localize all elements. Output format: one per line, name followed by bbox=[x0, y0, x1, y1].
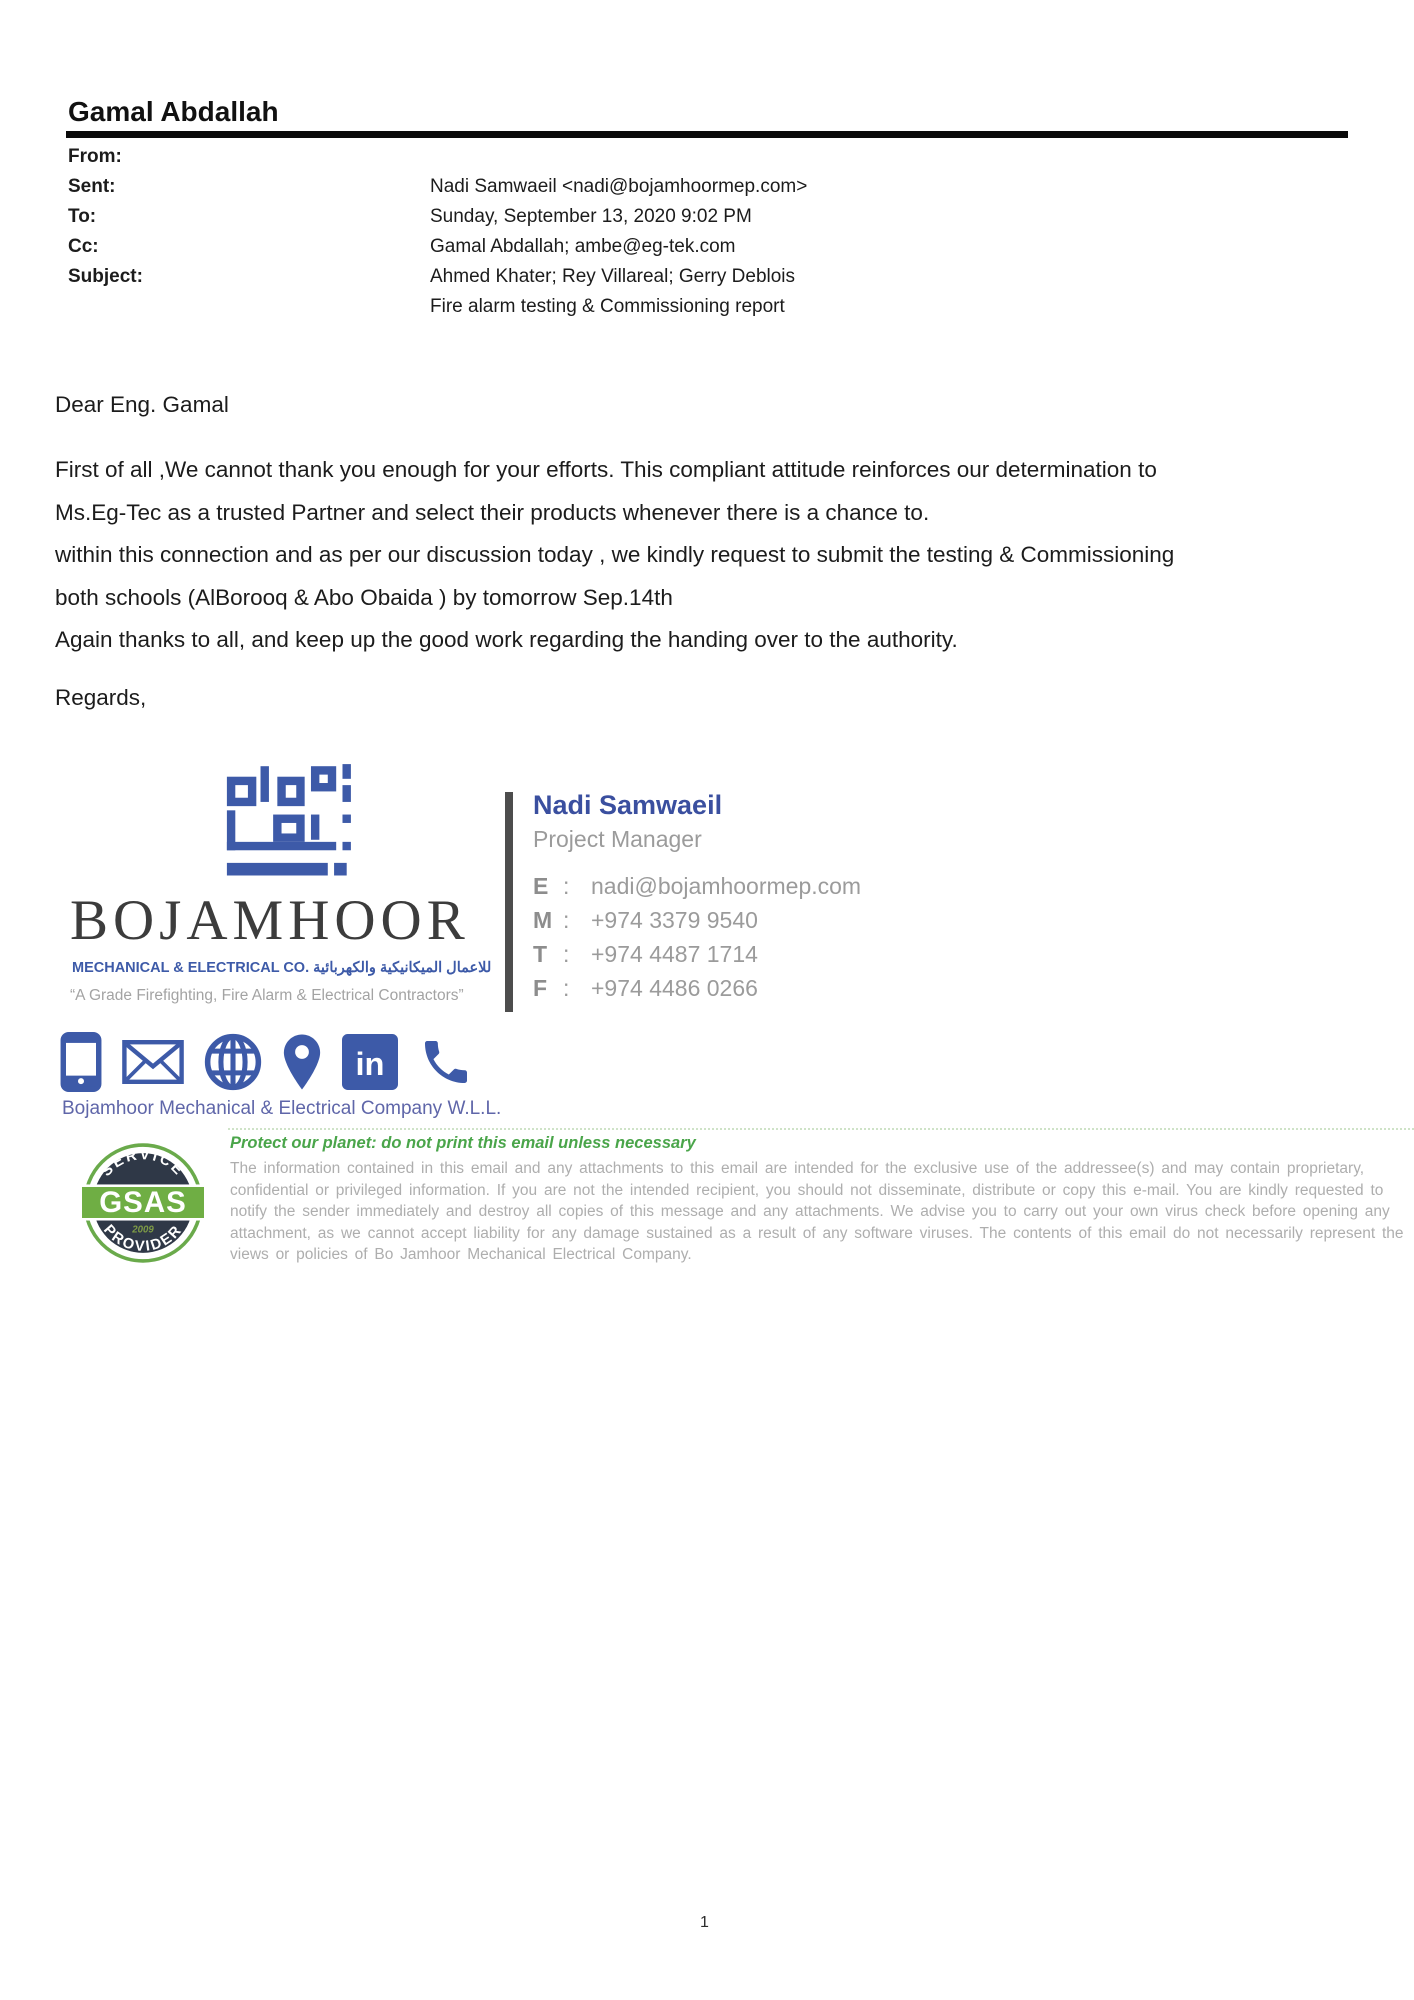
contact-value: +974 4486 0266 bbox=[591, 975, 758, 1001]
company-full-name: Bojamhoor Mechanical & Electrical Company W.L.L. bbox=[62, 1098, 502, 1119]
field-label: Sent: bbox=[68, 176, 116, 197]
body-line: both schools (AlBorooq & Abo Obaida ) by tomorrow Sep.14th bbox=[55, 584, 673, 610]
body-line: First of all ,We cannot thank you enough for your efforts. This compliant attitude reinforces our determination to bbox=[55, 457, 1157, 482]
contact-separator: : bbox=[563, 975, 570, 1001]
email-body-paragraph bbox=[55, 449, 1414, 662]
contact-icons-row bbox=[60, 1032, 474, 1092]
email-header-block bbox=[68, 142, 1368, 322]
disclaimer-line: confidential or privileged information. If you are not the intended recipient, you should not disseminate, distribute or copy this e-mail. You are kindly requested to bbox=[230, 1181, 1384, 1199]
signature-divider bbox=[505, 792, 513, 1012]
field-label: Subject: bbox=[68, 266, 143, 287]
bojamhoor-kufic-logo-icon bbox=[196, 762, 386, 891]
regards-text: Regards, bbox=[55, 685, 147, 710]
field-value: Nadi Samwaeil <nadi@bojamhoormep.com> bbox=[430, 176, 808, 197]
company-tagline: “A Grade Firefighting, Fire Alarm & Electrical Contractors” bbox=[70, 987, 464, 1004]
smartphone-icon bbox=[60, 1032, 102, 1092]
contact-value: +974 3379 9540 bbox=[591, 907, 758, 933]
contact-separator: : bbox=[563, 907, 570, 933]
sender-role: Project Manager bbox=[533, 826, 702, 852]
globe-icon bbox=[204, 1033, 262, 1091]
contact-key: T bbox=[533, 941, 548, 967]
header-field-subject-cont bbox=[68, 292, 1368, 322]
contact-separator: : bbox=[563, 873, 570, 899]
email-disclaimer bbox=[230, 1158, 1414, 1266]
contact-key: M bbox=[533, 907, 553, 933]
svg-text:PROVIDER: PROVIDER bbox=[100, 1221, 186, 1256]
title-divider bbox=[66, 131, 1348, 138]
field-value: Ahmed Khater; Rey Villareal; Gerry Deblois bbox=[430, 266, 796, 287]
disclaimer-line: attachment, as we cannot accept liability for any damage sustained as a result of any software viruses. The contents of this email do not necessarily represent the bbox=[230, 1224, 1404, 1242]
disclaimer-line: views or policies of Bo Jamhoor Mechanical Electrical Company. bbox=[230, 1246, 692, 1263]
svg-text:GSAS: GSAS bbox=[99, 1186, 187, 1220]
greeting-text: Dear Eng. Gamal bbox=[55, 392, 229, 417]
contact-value: +974 4487 1714 bbox=[591, 941, 758, 967]
svg-text:in: in bbox=[355, 1044, 385, 1082]
field-label: To: bbox=[68, 206, 97, 227]
disclaimer-line: notify the sender immediately and destroy all copies of this message and any attachments. We advise you to carry out your own virus check before opening any bbox=[230, 1203, 1390, 1220]
contact-email-row bbox=[533, 869, 861, 903]
body-line: within this connection and as per our discussion today , we kindly request to submit the testing & Commissioning bbox=[55, 542, 1175, 567]
location-pin-icon bbox=[282, 1033, 322, 1091]
field-label: From: bbox=[68, 146, 122, 167]
eco-note: Protect our planet: do not print this email unless necessary bbox=[230, 1134, 696, 1152]
contact-key: E bbox=[533, 873, 549, 899]
disclaimer-separator bbox=[228, 1128, 1414, 1130]
signature-contact-block bbox=[533, 790, 861, 1005]
header-field-to bbox=[68, 202, 1368, 232]
bojamhoor-wordmark: BOJAMHOOR bbox=[70, 889, 470, 952]
recipient-name-title: Gamal Abdallah bbox=[68, 96, 279, 127]
contact-telephone-row bbox=[533, 937, 861, 971]
header-field-from bbox=[68, 142, 1368, 172]
field-value: Gamal Abdallah; ambe@eg-tek.com bbox=[430, 236, 736, 257]
contact-separator: : bbox=[563, 941, 570, 967]
body-line: Again thanks to all, and keep up the good work regarding the handing over to the authority. bbox=[55, 627, 958, 652]
header-field-cc bbox=[68, 232, 1368, 262]
disclaimer-line: The information contained in this email and any attachments to this email are intended for the exclusive use of the addressee(s) and may contain proprietary, bbox=[230, 1160, 1365, 1177]
contact-list bbox=[533, 869, 861, 1005]
contact-mobile-row bbox=[533, 903, 861, 937]
phone-icon bbox=[418, 1034, 474, 1090]
body-line: Ms.Eg-Tec as a trusted Partner and select their products whenever there is a chance to. bbox=[55, 499, 930, 525]
field-label: Cc: bbox=[68, 236, 99, 257]
contact-fax-row bbox=[533, 971, 861, 1005]
svg-text:2009: 2009 bbox=[132, 1224, 154, 1236]
contact-value: nadi@bojamhoormep.com bbox=[591, 873, 862, 899]
field-label bbox=[68, 292, 430, 322]
contact-key: F bbox=[533, 975, 548, 1001]
sender-name: Nadi Samwaeil bbox=[533, 790, 723, 820]
field-value: Fire alarm testing & Commissioning report bbox=[430, 296, 785, 317]
gsas-service-provider-badge bbox=[82, 1142, 204, 1269]
header-field-sent bbox=[68, 172, 1368, 202]
page-number: 1 bbox=[700, 1914, 709, 1931]
email-icon bbox=[122, 1040, 184, 1084]
svg-text:SERVICE: SERVICE bbox=[98, 1147, 188, 1180]
field-value: Sunday, September 13, 2020 9:02 PM bbox=[430, 206, 752, 227]
header-field-subject bbox=[68, 262, 1368, 292]
linkedin-icon bbox=[342, 1034, 398, 1090]
company-subtitle: MECHANICAL & ELECTRICAL CO. للاعمال الميكانيكية والكهربائية bbox=[72, 960, 492, 976]
